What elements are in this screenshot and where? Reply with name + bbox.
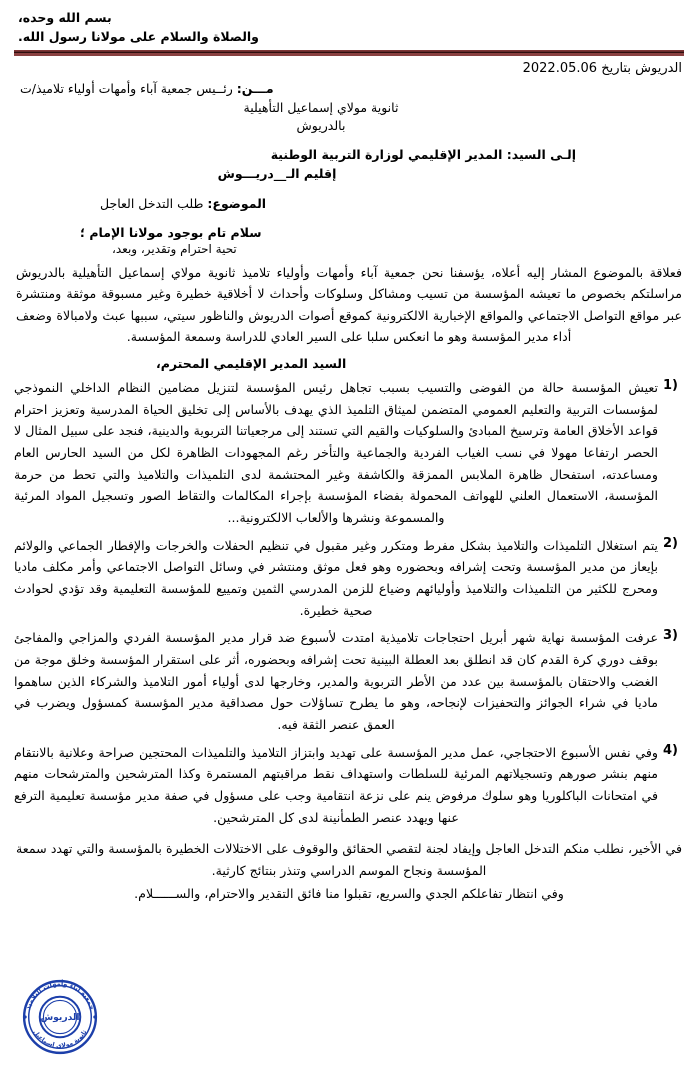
list-item [14,627,684,735]
basmala-header [14,8,684,47]
list-item-text: عرفت المؤسسة نهاية شهر أبريل احتجاجات تلاميذية امتدت لأسبوع ضد قرار مدير المؤسسة الفردي والمزاجي والمفاجئ بوقف دوري كرة القدم كان قد انطلق بعد العطلة البينية تحت إشرافه وبحضوره، أثر على استقرار المؤسسة وخلق موجة من الغضب والاحتقان بالمؤسسة بين عدد من الأطر التربوية والمدير، وخارجها لدى أولياء أمور التلاميذ والشركاء الذين ساهموا ماديا في شراء الجوائز والتحفيزات لإنجاحه، وهو ما يطرح تساؤلات حول مصداقية مدير المؤسسة كمسؤول ويضرب في العمق عنصر الثقة فيه. [14,630,658,732]
svg-text:جمعية آباء وأمهات التلاميذ [24,979,97,1011]
sender-city: بالدريوش [296,118,346,134]
recipient-line-1: إلـى السيد: المدير الإقليمي لوزارة التربية الوطنية [270,147,576,162]
date-line [14,61,684,76]
intro-paragraph: فعلاقة بالموضوع المشار إليه أعلاه، يؤسفنا نحن جمعية آباء وأمهات وأولياء تلاميذ ثانوية مولاي إسماعيل التأهيلية بالدريوش مراسلتكم بخصوص ما تعيشه المؤسسة من تسيب ومشاكل وسلوكات وأحداث لا أخلاقية خطيرة وغير مسبوقة موثقة ومنتشرة عبر مواقع التواصل الاجتماعي والمواقع الإخبارية الالكترونية كموقع أصوات الدريوش والناظور سيتي، سببها عبث ولامبالاة وضعف أداء مدير المؤسسة وهو ما انعكس سلبا على السير العادي للدراسة وسمعة المؤسسة. [16,264,682,345]
association-seal-icon [14,971,106,1063]
list-item-marker: 1) [663,378,678,394]
date-value: 2022.05.06 [522,60,598,76]
header-divider [14,50,684,56]
sender-label: مـــن: [236,80,274,96]
basmala-line-2: والصلاة والسلام على مولانا رسول الله. [18,29,259,45]
list-item-marker: 2) [663,535,678,551]
date-city-prefix: الدريوش بتاريخ [601,60,682,76]
sender-name: رئــيس جمعية آباء وأمهات أولياء تلاميذ/ت [20,80,233,96]
list-item [14,742,684,829]
greeting: تحية احترام وتقدير، وبعد، [112,241,237,256]
list-item-text: تعيش المؤسسة حالة من الفوضى والتسيب بسبب تجاهل رئيس المؤسسة لتنزيل مضامين النظام الداخلي النموذجي لمؤسسات التربية والتعليم العمومي المتضمن لميثاق التلميذ الذي يهدف بالأساس إلى تخليق الحياة المدرسية وتعزيز احترام قواعد الأخلاق العامة وترسيخ المبادئ والسلوكيات والقيم التي تستند إلى مرجعياتنا التربوية والدينية، فنجد على سبيل المثال لا الحصر ارتفاعا مهولا في نسب الغياب الفردية والجماعية والتأخر رغم المجهودات الظاهرة لكل من السيد الحارس العام ومساعدته، استفحال ظاهرة الملابس الممزقة والكاشفة وغير المحتشمة لدى التلميذات والتلاميذ والتي تحط من حرمة المؤسسة، الاستعمال العلني للهواتف المحمولة بفضاء المؤسسة بإجراء المكالمات والتقاط الصور وتسجيل المواد المرئية والمسموعة ونشرها والألعاب الالكترونية... [14,380,658,526]
list-item [14,535,684,622]
closing-paragraph: في الأخير، نطلب منكم التدخل العاجل وإيفاد لجنة لتقصي الحقائق والوقوف على الاختلالات الخطيرة بالمؤسسة والتي تهدد سمعة المؤسسة ونجاح الموسم الدراسي وتنذر بنتائج كارثية. [16,841,682,878]
seal-outer-bottom-text: ثانوية مولاي إسماعيل [31,1028,89,1050]
sender-block [14,80,684,136]
addressee-line: السيد المدير الإقليمي المحترم، [156,356,347,372]
list-item-text: يتم استغلال التلميذات والتلاميذ بشكل مفرط ومتكرر وغير مقبول في تنظيم الحفلات والخرجات والإفطار الجماعي والولائم بإيعاز من مدير المؤسسة وتحت إشرافه وبحضوره وهو فعل موثق ومنتشر في وسائل التواصل الاجتماعي وأمر مكلف ماديا ومحرج للكثير من التلميذات والتلاميذ وأوليائهم وضياع للزمن المدرسي الثمين وتمييع للمؤسسة التعليمية وقد تؤدي لحوادث صحية خطيرة. [14,537,658,618]
list-item [14,377,684,529]
sender-row-primary [20,80,684,99]
subject-block [14,196,684,211]
basmala-line-1: بسم الله وحده، [18,10,112,25]
seal-center-text: الدريوش [40,1012,80,1024]
seal-container [14,971,106,1063]
list-item-text: وفي نفس الأسبوع الاحتجاجي، عمل مدير المؤسسة على تهديد وابتزاز التلاميذ والتلميذات المحتجين صراحة وعلانية بالانتقام منهم بنشر صورهم وتسجيلاتهم المرئية للسلطات واستهداف نقط مراقبتهم المستمرة وكذا المترشحين والمترشحات منهم في امتحانات الباكلوريا وهو سلوك مرفوض ينم على نزعة انتقامية وجب على مسؤول في صفة مدير مؤسسة تعليمية الترفع عنها ويهدد عنصر الطمأنينة لدى كل المترشحين. [14,744,658,825]
list-item-marker: 4) [663,742,678,758]
seal-outer-top-text: جمعية آباء وأمهات التلاميذ [23,979,97,1011]
complaints-list [14,377,684,828]
subject-label: الموضوع: [207,195,267,211]
salutation: سلام تام بوجود مولانا الإمام ؛ [80,224,262,240]
closing-salutation: وفي انتظار تفاعلكم الجدي والسريع، تقبلوا منا فائق التقدير والاحترام، والســــــلام. [134,885,564,901]
recipient-block [14,146,684,184]
sender-institution: ثانوية مولاي إسماعيل التأهيلية [243,99,399,115]
recipient-line-2: إقليم الـ__دريـــوش [217,165,337,181]
list-item-marker: 3) [663,628,678,644]
subject-value: طلب التدخل العاجل [100,195,204,211]
